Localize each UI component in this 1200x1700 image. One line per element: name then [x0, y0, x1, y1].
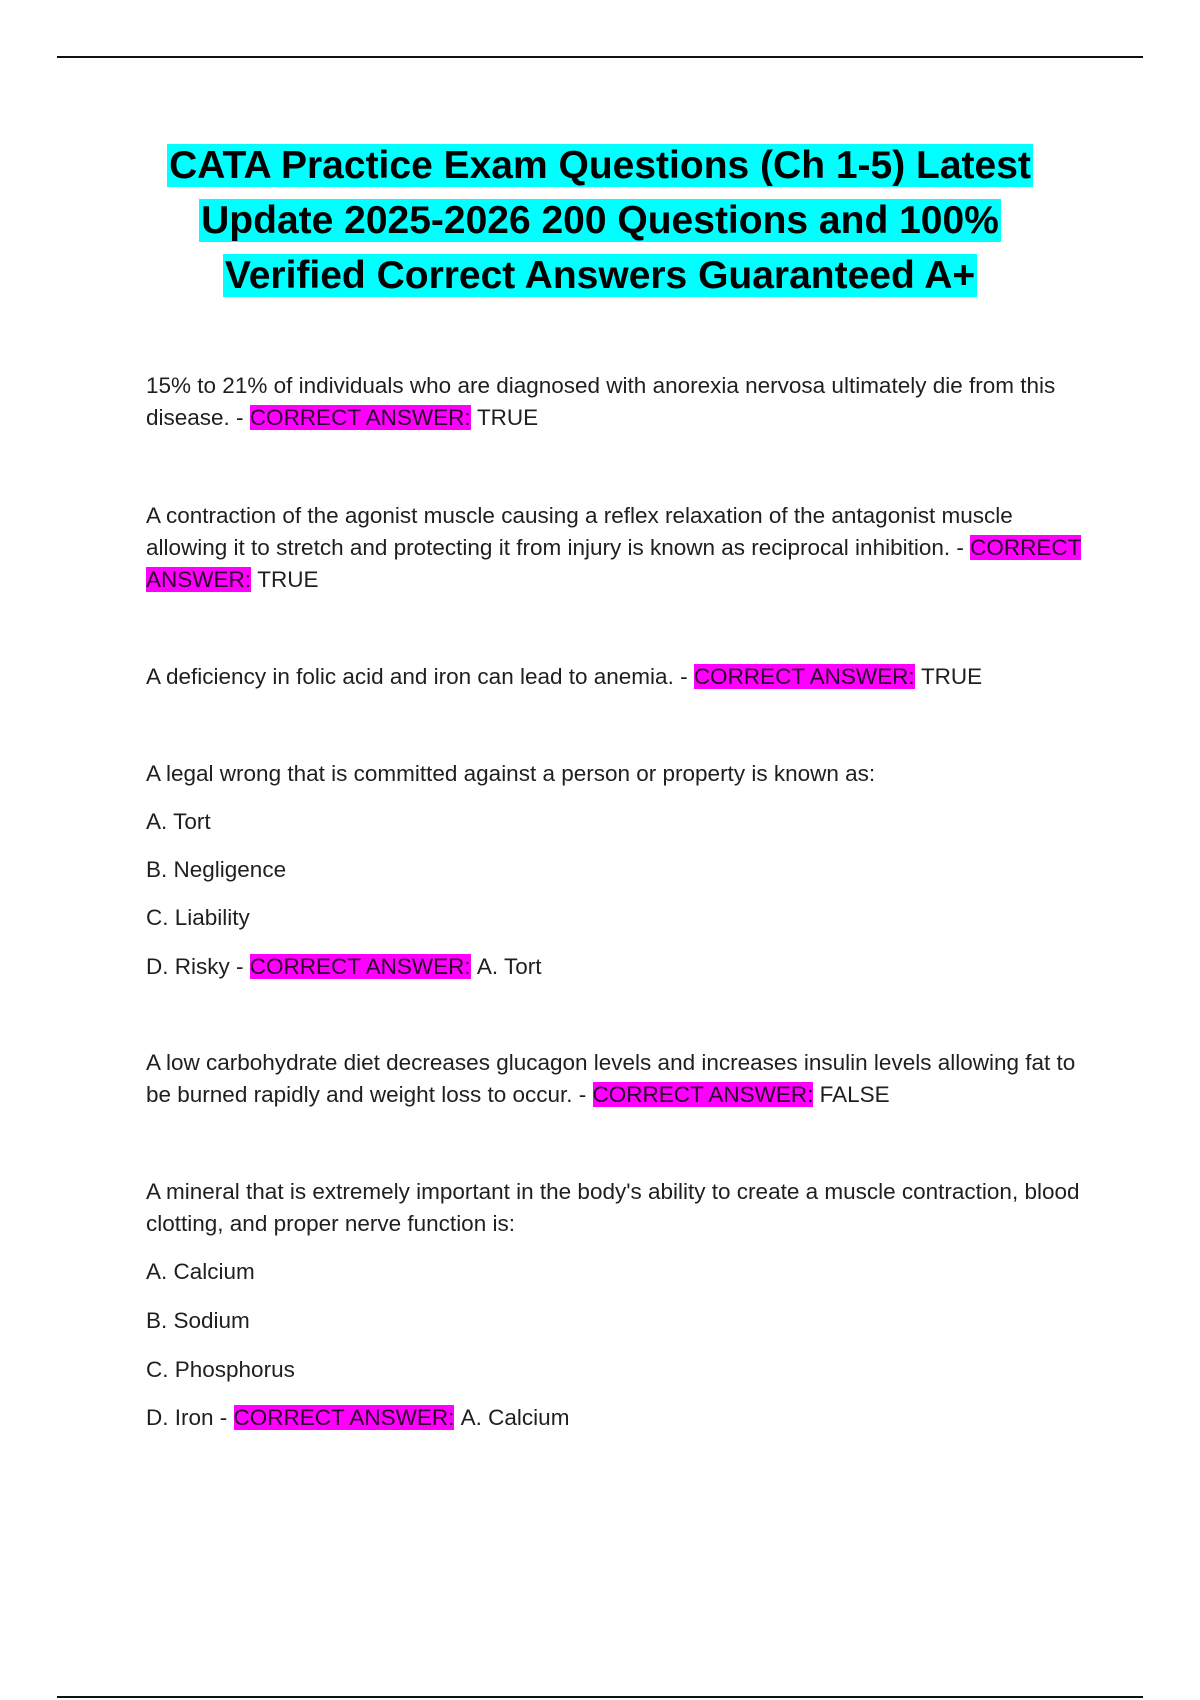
question-3	[146, 661, 1086, 693]
question-2-text: A contraction of the agonist muscle causing a reflex relaxation of the antagonist muscle allowing it to stretch and protecting it from injury is known as reciprocal inhibition. -	[146, 503, 1013, 560]
title-line-2: Update 2025-2026 200 Questions and 100%	[201, 199, 999, 242]
question-4-option-d: D. Risky -	[146, 954, 250, 979]
correct-answer-label: CORRECT ANSWER:	[693, 664, 915, 689]
question-6-option-b: B. Sodium	[146, 1308, 250, 1333]
question-6-answer: A. Calcium	[460, 1405, 570, 1430]
question-4-option-a: A. Tort	[146, 809, 211, 834]
question-4-answer: A. Tort	[476, 954, 542, 979]
question-4-text: A legal wrong that is committed against a person or property is known as:	[146, 761, 876, 786]
question-5-text: A low carbohydrate diet decreases glucagon levels and increases insulin levels allowing fat to be burned rapidly and weight loss to occur. -	[146, 1050, 1076, 1107]
question-3-answer: TRUE	[920, 664, 983, 689]
question-3-text: A deficiency in folic acid and iron can lead to anemia. -	[146, 664, 694, 689]
question-6-option-a: A. Calcium	[146, 1259, 255, 1284]
question-6-option-c: C. Phosphorus	[146, 1357, 295, 1382]
question-6-text: A mineral that is extremely important in the body's ability to create a muscle contraction, blood clotting, and proper nerve function is:	[146, 1179, 1080, 1236]
question-6-option-d: D. Iron -	[146, 1405, 234, 1430]
question-6	[146, 1176, 1086, 1240]
question-1	[146, 370, 1086, 434]
question-4-option-b: B. Negligence	[146, 857, 287, 882]
correct-answer-label: CORRECT ANSWER:	[249, 954, 471, 979]
title-line-3: Verified Correct Answers Guaranteed A+	[224, 254, 976, 297]
question-6-option-d-answer	[146, 1402, 569, 1434]
question-1-answer: TRUE	[476, 405, 539, 430]
correct-answer-label: CORRECT ANSWER:	[249, 405, 471, 430]
question-4-option-c: C. Liability	[146, 905, 250, 930]
question-1-text: 15% to 21% of individuals who are diagnosed with anorexia nervosa ultimately die from this disease. -	[146, 373, 1056, 430]
question-5	[146, 1047, 1086, 1111]
top-divider	[57, 56, 1143, 58]
bottom-divider	[57, 1696, 1143, 1698]
question-4-option-d-answer	[146, 951, 542, 983]
correct-answer-label: CORRECT ANSWER:	[233, 1405, 455, 1430]
question-2-answer: TRUE	[257, 567, 319, 592]
title-line-1: CATA Practice Exam Questions (Ch 1-5) Latest	[169, 144, 1031, 187]
question-2	[146, 500, 1086, 596]
correct-answer-label: CORRECT ANSWER:	[146, 535, 1082, 592]
correct-answer-label: CORRECT ANSWER:	[592, 1082, 814, 1107]
document-title	[120, 138, 1080, 303]
question-5-answer: FALSE	[819, 1082, 890, 1107]
question-4	[146, 758, 1086, 790]
